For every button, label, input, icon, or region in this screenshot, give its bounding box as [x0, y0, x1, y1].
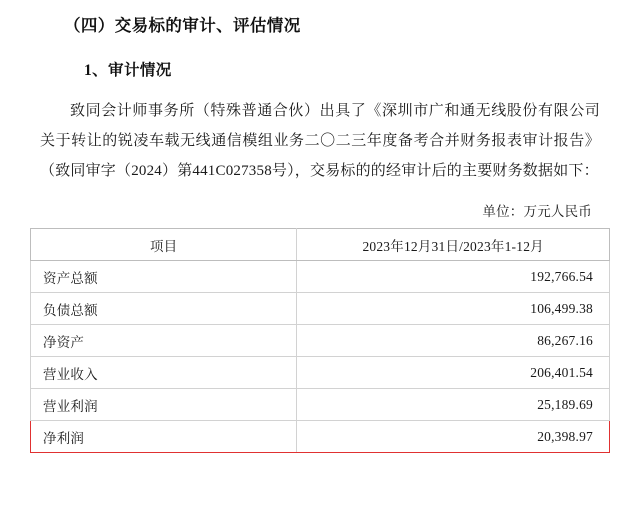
row-value: 86,267.16: [297, 325, 610, 357]
table-row: [31, 325, 610, 357]
financial-table: [30, 228, 610, 453]
body-paragraph: 致同会计师事务所（特殊普通合伙）出具了《深圳市广和通无线股份有限公司关于转让的锐凌车载无线通信模组业务二〇二三年度备考合并财务报表审计报告》（致同审字（2024）第441C027358号），交易标的的经审计后的主要财务数据如下：: [40, 103, 600, 179]
row-value: 206,401.54: [297, 357, 610, 389]
row-label: 净利润: [31, 421, 297, 453]
row-value: 192,766.54: [297, 261, 610, 293]
section-heading: （四）交易标的审计、评估情况: [64, 16, 301, 35]
sub-heading: 1、审计情况: [84, 62, 172, 79]
table-body: [31, 261, 610, 453]
financial-table-wrapper: [30, 228, 610, 453]
table-row: [31, 389, 610, 421]
table-header-cell-period: 2023年12月31日/2023年1-12月: [297, 229, 610, 261]
row-label: 营业利润: [31, 389, 297, 421]
table-header: [31, 229, 610, 261]
row-label: 负债总额: [31, 293, 297, 325]
row-value: 25,189.69: [297, 389, 610, 421]
row-label: 净资产: [31, 325, 297, 357]
table-row: [31, 357, 610, 389]
table-row: [31, 261, 610, 293]
row-value: 20,398.97: [297, 421, 610, 453]
table-row-highlighted: [31, 421, 610, 453]
row-label: 资产总额: [31, 261, 297, 293]
table-row: [31, 293, 610, 325]
document-page: [0, 12, 640, 508]
table-header-row: [31, 229, 610, 261]
row-label: 营业收入: [31, 357, 297, 389]
table-header-cell-item: 项目: [31, 229, 297, 261]
row-value: 106,499.38: [297, 293, 610, 325]
unit-note: 单位：万元人民币: [482, 204, 592, 219]
